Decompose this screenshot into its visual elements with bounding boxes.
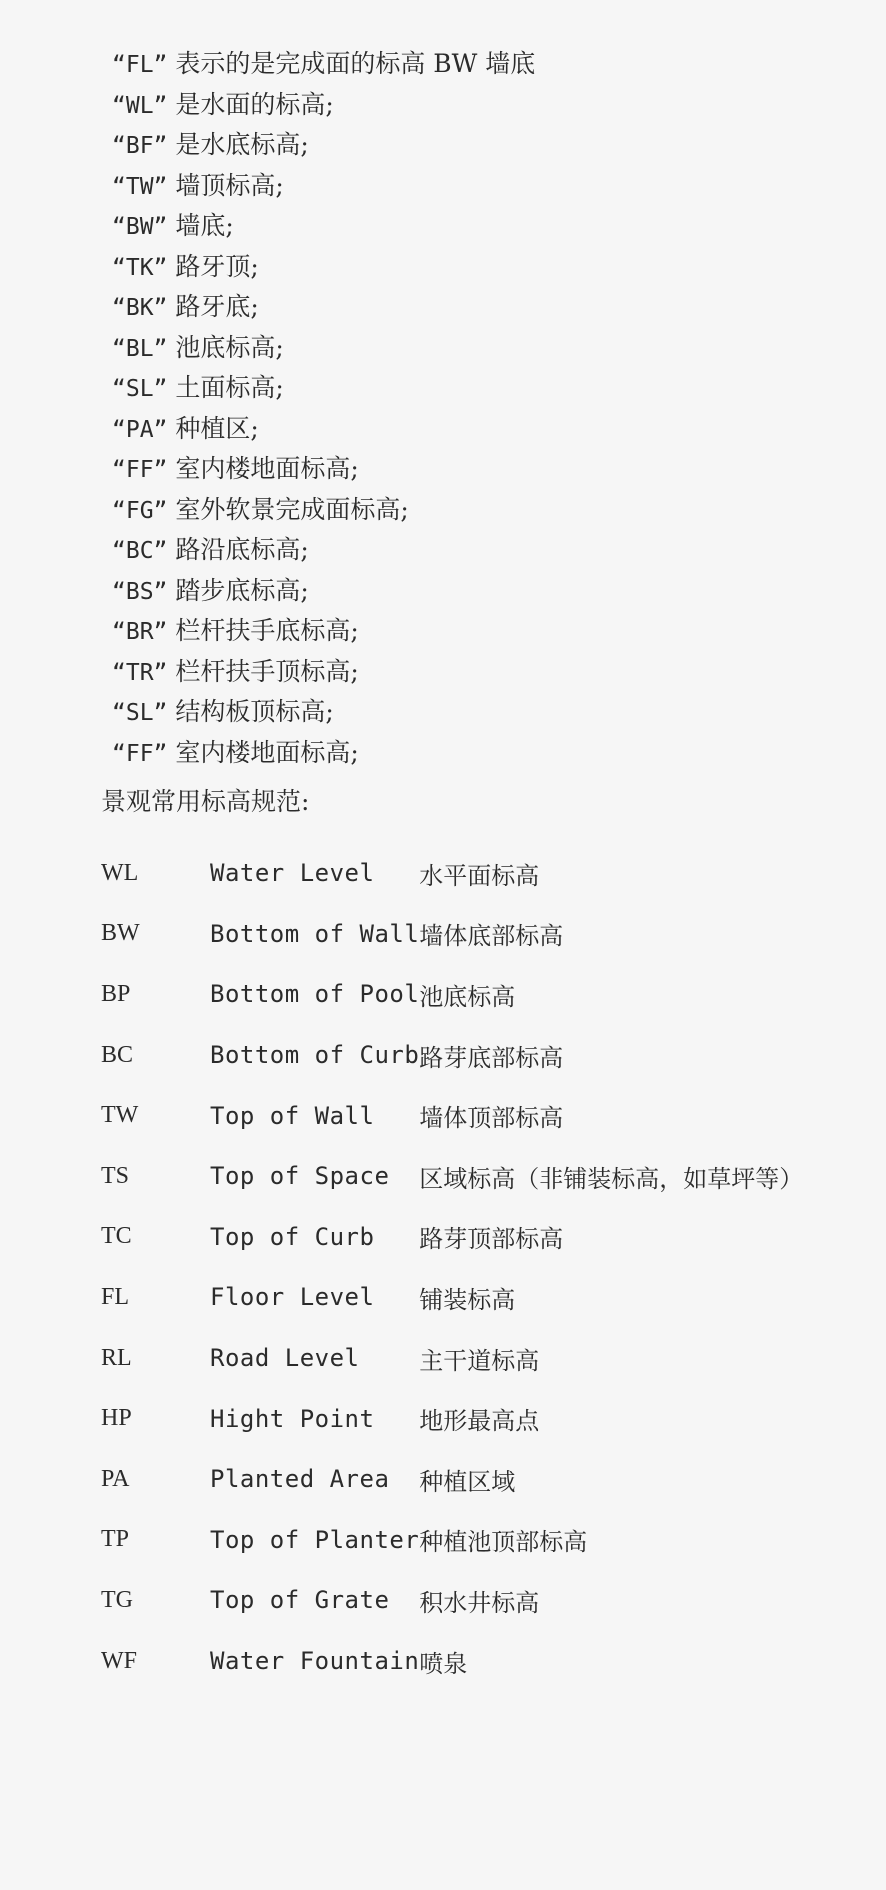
definition-code: “BS”: [112, 578, 168, 605]
table-row: [101, 904, 803, 965]
chinese-term-cell: 池底标高: [419, 982, 516, 1011]
english-term-cell: Top of Planter: [210, 1525, 420, 1554]
english-term-cell: Water Level: [210, 859, 375, 888]
abbreviation-cell: TS: [101, 1162, 130, 1189]
english-term-cell: Bottom of Wall: [210, 919, 420, 948]
abbreviation-cell: WF: [101, 1647, 137, 1674]
chinese-term-cell: 主干道标高: [419, 1346, 540, 1375]
english-term-cell: Top of Grate: [210, 1586, 390, 1615]
definition-description: 栏杆扶手顶标高;: [167, 656, 359, 686]
definition-item: [112, 733, 535, 774]
definition-description: 表示的是完成面的标高 BW 墙底: [167, 49, 536, 78]
english-term-cell: Planted Area: [210, 1465, 390, 1494]
abbreviation-cell: HP: [101, 1405, 132, 1432]
definition-code: “FF”: [112, 457, 168, 483]
abbreviation-cell: TC: [101, 1223, 132, 1250]
english-term-cell: Top of Space: [210, 1162, 390, 1191]
elevation-abbreviation-table: [101, 843, 803, 1691]
table-row: [101, 1328, 803, 1389]
abbreviation-cell: BW: [101, 920, 140, 947]
chinese-term-cell: 种植池顶部标高: [419, 1528, 588, 1557]
abbreviation-cell: FL: [101, 1283, 130, 1310]
table-row: [101, 1025, 803, 1086]
definition-item: [112, 368, 535, 409]
chinese-term-cell: 积水井标高: [419, 1588, 540, 1617]
definition-description: 踏步底标高;: [167, 575, 309, 605]
abbreviation-cell: PA: [101, 1465, 130, 1492]
table-row: [101, 1510, 803, 1571]
english-term-cell: Bottom of Curb: [210, 1041, 420, 1070]
definition-code: “FF”: [112, 740, 168, 767]
definition-description: 路沿底标高;: [167, 535, 309, 564]
definition-code: “BW”: [112, 214, 168, 240]
definition-item: [112, 206, 535, 247]
definition-item: [112, 611, 535, 652]
definition-code: “BR”: [112, 619, 168, 645]
abbreviation-cell: BP: [101, 980, 131, 1007]
abbreviation-cell: BC: [101, 1041, 134, 1068]
table-row: [101, 1631, 803, 1692]
definition-description: 路牙顶;: [167, 251, 259, 281]
definition-item: [112, 287, 535, 328]
definition-code: “BK”: [112, 295, 168, 321]
table-row: [101, 1085, 803, 1146]
chinese-term-cell: 铺装标高: [419, 1285, 516, 1314]
definition-item: [112, 247, 535, 288]
definition-item: [112, 409, 535, 450]
definition-code: “BL”: [112, 335, 168, 362]
table-row: [101, 1570, 803, 1631]
definition-item: [112, 328, 535, 369]
definition-description: 池底标高;: [167, 332, 284, 362]
definition-item: [112, 125, 535, 166]
abbreviation-cell: RL: [101, 1344, 132, 1371]
definition-description: 室内楼地面标高;: [167, 454, 359, 483]
definition-description: 结构板顶标高;: [167, 697, 334, 726]
english-term-cell: Hight Point: [210, 1404, 375, 1433]
abbreviation-cell: TG: [101, 1586, 133, 1613]
definition-code: “SL”: [112, 376, 168, 402]
chinese-term-cell: 地形最高点: [419, 1407, 540, 1436]
definition-code: “TK”: [112, 254, 168, 281]
definition-item: [112, 449, 535, 490]
table-row: [101, 843, 803, 904]
definition-item: [112, 85, 535, 126]
chinese-term-cell: 喷泉: [419, 1649, 468, 1678]
definition-description: 墙底;: [167, 211, 234, 240]
chinese-term-cell: 墙体顶部标高: [419, 1104, 564, 1133]
definition-description: 路牙底;: [167, 292, 259, 321]
definition-code: “WL”: [112, 92, 168, 119]
abbreviation-cell: TW: [101, 1102, 139, 1129]
english-term-cell: Floor Level: [210, 1283, 375, 1312]
chinese-term-cell: 种植区域: [419, 1467, 516, 1496]
definition-description: 种植区;: [167, 413, 259, 443]
table-row: [101, 1146, 803, 1207]
definition-code: “PA”: [112, 416, 168, 443]
definition-code: “SL”: [112, 700, 168, 726]
elevation-definition-list: [112, 44, 535, 773]
english-term-cell: Top of Curb: [210, 1222, 375, 1251]
chinese-term-cell: 路芽底部标高: [419, 1043, 564, 1072]
definition-item: [112, 530, 535, 571]
definition-description: 是水底标高;: [167, 130, 309, 159]
definition-code: “TR”: [112, 659, 168, 686]
definition-item: [112, 692, 535, 733]
table-row: [101, 1388, 803, 1449]
table-row: [101, 1207, 803, 1268]
definition-description: 墙顶标高;: [167, 170, 284, 200]
abbreviation-table-body: [101, 843, 803, 1691]
definition-code: “FG”: [112, 497, 168, 524]
chinese-term-cell: 水平面标高: [419, 861, 540, 890]
table-row: [101, 964, 803, 1025]
chinese-term-cell: 路芽顶部标高: [419, 1225, 564, 1254]
definition-description: 是水面的标高;: [167, 89, 334, 119]
definition-code: “FL”: [112, 52, 168, 78]
definition-item: [112, 44, 535, 85]
abbreviation-cell: WL: [101, 859, 139, 886]
definition-code: “BF”: [112, 133, 168, 159]
table-row: [101, 1267, 803, 1328]
definition-item: [112, 490, 535, 531]
section-title: 景观常用标高规范:: [101, 787, 310, 816]
english-term-cell: Water Fountain: [210, 1647, 420, 1676]
abbreviation-cell: TP: [101, 1526, 130, 1553]
definition-description: 室外软景完成面标高;: [167, 494, 409, 524]
definition-code: “TW”: [112, 173, 168, 200]
english-term-cell: Top of Wall: [210, 1101, 375, 1130]
definition-description: 土面标高;: [167, 373, 284, 402]
definition-item: [112, 652, 535, 693]
chinese-term-cell: 墙体底部标高: [419, 922, 564, 951]
definition-code: “BC”: [112, 538, 168, 564]
english-term-cell: Bottom of Pool: [210, 980, 420, 1009]
english-term-cell: Road Level: [210, 1344, 360, 1373]
table-row: [101, 1449, 803, 1510]
definition-description: 栏杆扶手底标高;: [167, 616, 359, 645]
definition-item: [112, 571, 535, 612]
definition-item: [112, 166, 535, 207]
chinese-term-cell: 区域标高（非铺装标高，如草坪等）: [419, 1164, 804, 1193]
definition-description: 室内楼地面标高;: [167, 737, 359, 767]
